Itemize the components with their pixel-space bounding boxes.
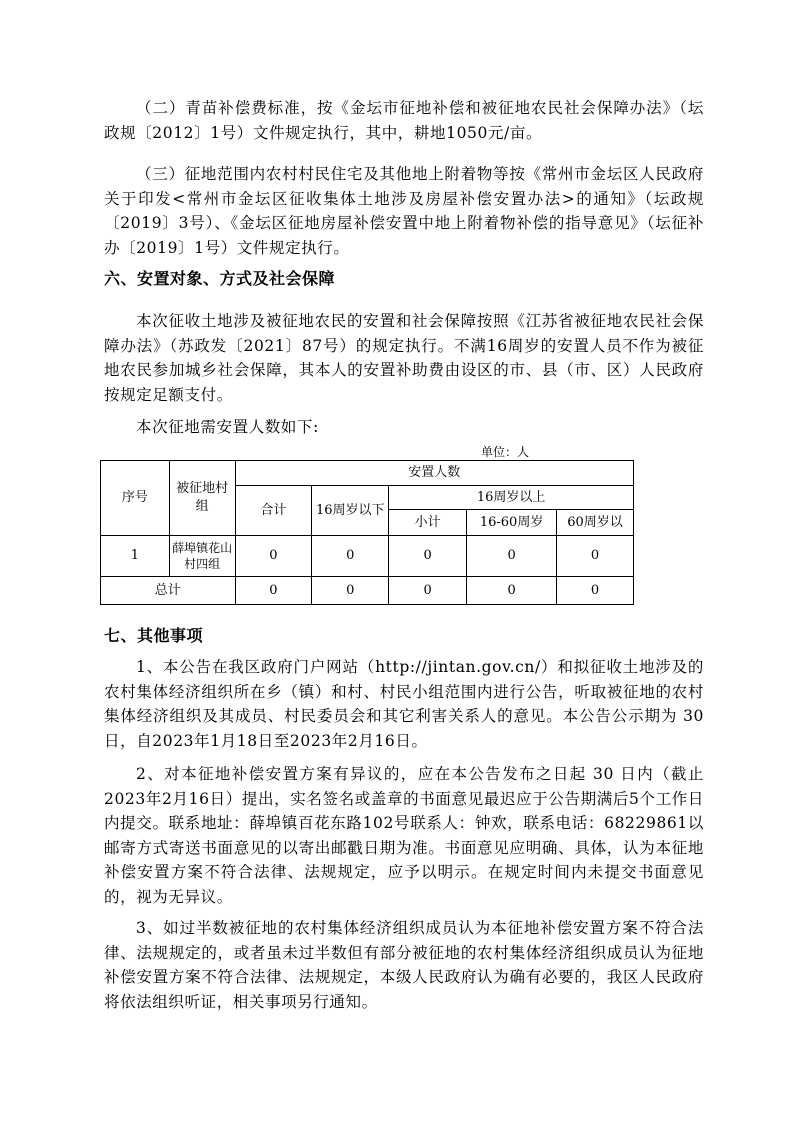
cell-sum-total: 0 [235,577,312,605]
paragraph-seedling-compensation: （二）青苗补偿费标准，按《金坛市征地补偿和被征地农民社会保障办法》（坛政规〔2012〕1号）文件规定执行，其中，耕地1050元/亩。 [104,99,704,142]
cell-over60: 0 [557,536,634,577]
section-heading-6: 六、安置对象、方式及社会保障 [104,269,336,288]
section-heading-7: 七、其他事项 [104,626,204,645]
table-sum-row [101,577,634,605]
paragraph-objection: 2、对本征地补偿安置方案有异议的，应在本公告发布之日起 30 日内（截止2023年2月16日）提出，实名签名或盖章的书面意见最迟应于公告期满后5个工作日内提交。联系地址：薛埠镇百花东路102号联系人：钟欢，联系电话：68229861以邮寄方式寄送书面意见的以寄出邮戳日期为准。书面意见应明确、具体，认为本征地补偿安置方案不符合法律、法规规定，应予以明示。在规定时间内未提交书面意见的，视为无异议。 [104,765,704,906]
paragraph-hearing: 3、如过半数被征地的农村集体经济组织成员认为本征地补偿安置方案不符合法律、法规规定的，或者虽未过半数但有部分被征地的农村集体经济组织成员认为征地补偿安置方案不符合法律、法规规定，本级人民政府认为确有必要的，我区人民政府将依法组织听证，相关事项另行通知。 [104,919,704,1011]
cell-16-60: 0 [467,536,557,577]
cell-sum-under16: 0 [312,577,389,605]
header-16-60: 16-60周岁 [467,510,557,536]
cell-sum-subtotal: 0 [389,577,467,605]
header-total: 合计 [235,486,312,536]
paragraph-table-intro: 本次征地需安置人数如下: [136,418,319,436]
header-village: 被征地村组 [169,461,235,536]
cell-seq: 1 [101,536,170,577]
cell-sum-over60: 0 [557,577,634,605]
paragraph-social-security: 本次征收土地涉及被征地农民的安置和社会保障按照《江苏省被征地农民社会保障办法》（苏政发〔2021〕87号）的规定执行。不满16周岁的安置人员不作为被征地农民参加城乡社会保障，其本人的安置补助费由设区的市、县（市、区）人民政府按规定足额支付。 [104,312,704,404]
table-unit-label: 单位：人 [481,445,530,459]
header-over16: 16周岁以上 [389,486,634,510]
cell-subtotal: 0 [389,536,467,577]
table-row [101,536,634,577]
header-over60: 60周岁以 [557,510,634,536]
header-seq: 序号 [101,461,170,536]
paragraph-housing-compensation: （三）征地范围内农村村民住宅及其他地上附着物等按《常州市金坛区人民政府关于印发<常州市金坛区征收集体土地涉及房屋补偿安置办法>的通知》（坛政规〔2019〕3号）、《金坛区征地房屋补偿安置中地上附着物补偿的指导意见》（坛征补办〔2019〕1号）文件规定执行。 [104,165,704,257]
resettlement-table [100,460,634,605]
cell-village: 薛埠镇花山村四组 [169,536,235,577]
cell-sum-label: 总计 [101,577,236,605]
table-header-row [101,461,634,486]
cell-under16: 0 [312,536,389,577]
header-under16: 16周岁以下 [312,486,389,536]
header-people: 安置人数 [235,461,634,486]
cell-total: 0 [235,536,312,577]
cell-sum-16-60: 0 [467,577,557,605]
header-subtotal: 小计 [389,510,467,536]
paragraph-announcement: 1、本公告在我区政府门户网站（http://jintan.gov.cn/）和拟征收土地涉及的农村集体经济组织所在乡（镇）和村、村民小组范围内进行公告，听取被征地的农村集体经济组织及其成员、村民委员会和其它利害关系人的意见。本公告公示期为 30 日，自2023年1月18日至2023年2月16日。 [104,658,704,750]
